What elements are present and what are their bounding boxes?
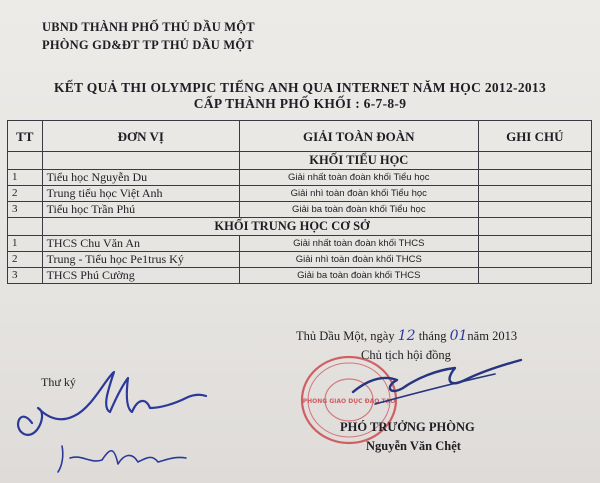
row-award: Giải nhất toàn đoàn khối Tiểu học: [239, 170, 478, 186]
chair-title: Chủ tịch hội đồng: [361, 348, 451, 362]
column-header-note: GHI CHÚ: [478, 121, 591, 152]
signer-name: Nguyễn Văn Chệt: [366, 439, 461, 453]
group-heading: KHỐI TRUNG HỌC CƠ SỞ: [42, 218, 478, 236]
table-row: [8, 202, 592, 218]
group-row-primary: [8, 152, 592, 170]
row-unit: Tiểu học Nguyễn Du: [42, 170, 239, 186]
row-note: [478, 236, 591, 252]
row-note: [478, 202, 591, 218]
row-award: Giải nhì toàn đoàn khối THCS: [239, 252, 478, 268]
org-name-line2: PHÒNG GD&ĐT TP THỦ DẦU MỘT: [42, 38, 254, 52]
row-award: Giải ba toàn đoàn khối Tiểu học: [239, 202, 478, 218]
deputy-title: PHÓ TRƯỞNG PHÒNG: [340, 420, 475, 434]
date-month: 01: [449, 328, 468, 344]
date-month-label: tháng: [415, 329, 450, 343]
row-award: Giải nhì toàn đoàn khối Tiểu học: [239, 186, 478, 202]
row-unit: THCS Chu Văn An: [42, 236, 239, 252]
row-note: [478, 186, 591, 202]
date-day: 12: [397, 328, 416, 344]
results-table: [7, 120, 592, 284]
row-unit: Trung tiểu học Việt Anh: [42, 186, 239, 202]
table-row: [8, 236, 592, 252]
table-row: [8, 186, 592, 202]
row-award: Giải ba toàn đoàn khối THCS: [239, 268, 478, 284]
column-header-tt: TT: [8, 121, 43, 152]
column-header-award: GIẢI TOÀN ĐOÀN: [239, 121, 478, 152]
date-prefix: Thủ Dầu Một, ngày: [296, 329, 398, 343]
clerk-signature: [10, 368, 210, 476]
stamp-text: PHÒNG GIÁO DỤC ĐÀO TẠO: [302, 398, 396, 405]
column-header-unit: ĐƠN VỊ: [42, 121, 239, 152]
org-name-line1: UBND THÀNH PHỐ THỦ DẦU MỘT: [42, 20, 255, 34]
date-line: [296, 328, 517, 344]
row-number: 2: [8, 186, 43, 202]
row-note: [478, 252, 591, 268]
table-row: [8, 268, 592, 284]
row-note: [478, 170, 591, 186]
row-number: 3: [8, 202, 43, 218]
row-award: Giải nhất toàn đoàn khối THCS: [239, 236, 478, 252]
document-subtitle: CẤP THÀNH PHỐ KHỐI : 6-7-8-9: [193, 96, 407, 111]
group-heading: KHỐI TIỂU HỌC: [239, 152, 478, 170]
table-row: [8, 252, 592, 268]
row-number: 1: [8, 236, 43, 252]
row-unit: Trung - Tiểu học Pe1trus Ký: [42, 252, 239, 268]
row-number: 3: [8, 268, 43, 284]
table-header-row: [8, 121, 592, 152]
deputy-signature: [345, 352, 525, 414]
row-note: [478, 268, 591, 284]
row-unit: Tiểu học Trần Phú: [42, 202, 239, 218]
row-unit: THCS Phú Cường: [42, 268, 239, 284]
document-title: KẾT QUẢ THI OLYMPIC TIẾNG ANH QUA INTERNET NĂM HỌC 2012-2013: [53, 80, 547, 95]
table-row: [8, 170, 592, 186]
clerk-title: Thư ký: [41, 375, 76, 389]
group-row-secondary: [8, 218, 592, 236]
row-number: 2: [8, 252, 43, 268]
row-number: 1: [8, 170, 43, 186]
date-year: năm 2013: [467, 329, 518, 343]
